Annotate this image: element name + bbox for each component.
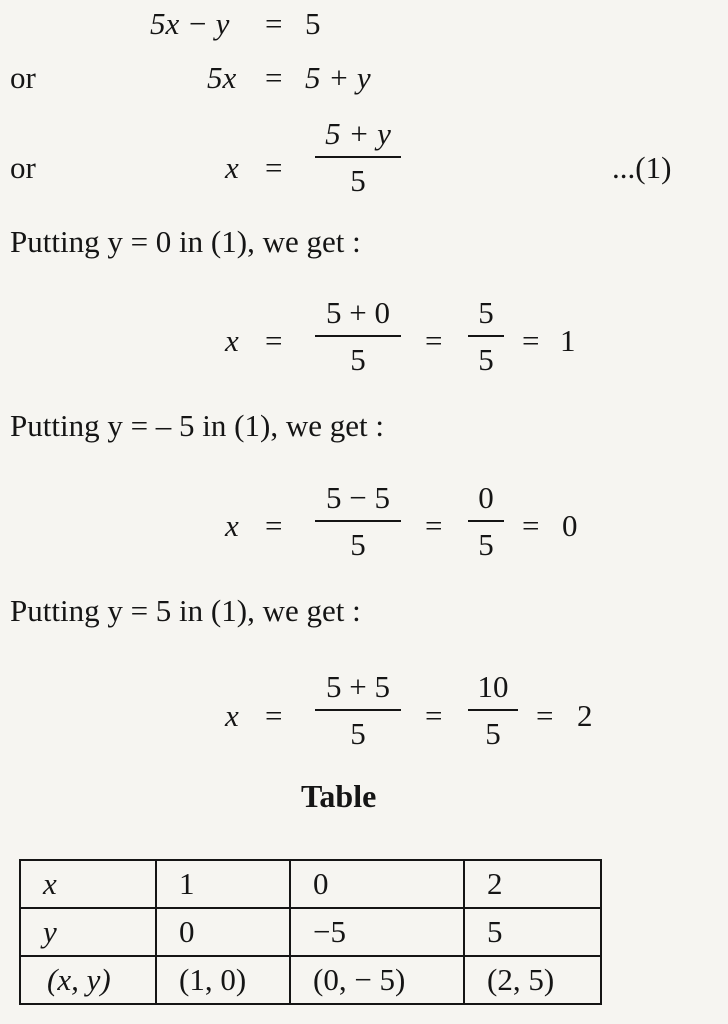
res2-equals-2: =: [425, 508, 443, 543]
eq2-rhs: 5 + y: [305, 60, 371, 95]
eq3-numerator: 5 + y: [325, 116, 391, 151]
res3-denominator-2: 5: [485, 716, 501, 751]
res1-lhs: x: [225, 323, 239, 358]
res3-numerator-1: 5 + 5: [326, 669, 390, 704]
res1-numerator-1: 5 + 0: [326, 295, 390, 330]
fraction-bar: [315, 335, 401, 337]
table-heading: Table: [301, 778, 377, 814]
res2-equals: =: [265, 508, 283, 543]
res2-denominator-1: 5: [350, 527, 366, 562]
res3-fraction-2: [468, 671, 518, 749]
eq1-equals: =: [265, 6, 283, 41]
res3-fraction-1: [315, 671, 401, 749]
table-cell: 0: [156, 908, 290, 956]
res3-lhs: x: [225, 698, 239, 733]
fraction-bar: [315, 709, 401, 711]
res3-equals-2: =: [425, 698, 443, 733]
res3-denominator-1: 5: [350, 716, 366, 751]
table-cell: (0, − 5): [290, 956, 464, 1004]
eq3-tag: ...(1): [612, 150, 672, 185]
eq3-or: or: [10, 150, 36, 185]
res2-fraction-1: [315, 482, 401, 560]
res2-lhs: x: [225, 508, 239, 543]
fraction-bar: [468, 520, 504, 522]
res1-equals-3: =: [522, 323, 540, 358]
eq3-fraction: [315, 118, 401, 196]
eq3-lhs: x: [225, 150, 239, 185]
res2-fraction-2: [468, 482, 504, 560]
res3-result: 2: [577, 698, 593, 733]
table-cell: (1, 0): [156, 956, 290, 1004]
xy-table: [19, 859, 602, 1005]
fraction-bar: [315, 520, 401, 522]
res1-fraction-1: [315, 297, 401, 375]
table-row: [20, 956, 601, 1004]
res1-equals: =: [265, 323, 283, 358]
table-cell: (x, y): [20, 956, 156, 1004]
fraction-bar: [468, 709, 518, 711]
table-cell: x: [20, 860, 156, 908]
table-cell: y: [20, 908, 156, 956]
putting-line-2: Putting y = – 5 in (1), we get :: [10, 408, 384, 443]
table-cell: (2, 5): [464, 956, 601, 1004]
res1-fraction-2: [468, 297, 504, 375]
eq1-rhs: 5: [305, 6, 321, 41]
eq3-equals: =: [265, 150, 283, 185]
res3-numerator-2: 10: [477, 669, 509, 704]
res1-numerator-2: 5: [478, 295, 494, 330]
eq1-lhs: 5x − y: [150, 6, 230, 41]
table-row: [20, 908, 601, 956]
table-cell: 5: [464, 908, 601, 956]
res3-equals-3: =: [536, 698, 554, 733]
table-cell: 2: [464, 860, 601, 908]
table-cell: 1: [156, 860, 290, 908]
table-cell: 0: [290, 860, 464, 908]
fraction-bar: [468, 335, 504, 337]
table-cell: −5: [290, 908, 464, 956]
res2-equals-3: =: [522, 508, 540, 543]
fraction-bar: [315, 156, 401, 158]
eq2-or: or: [10, 60, 36, 95]
res2-numerator-2: 0: [478, 480, 494, 515]
res2-result: 0: [562, 508, 578, 543]
putting-line-1: Putting y = 0 in (1), we get :: [10, 224, 361, 259]
eq3-denominator: 5: [350, 163, 366, 198]
eq2-equals: =: [265, 60, 283, 95]
table-row: [20, 860, 601, 908]
res1-equals-2: =: [425, 323, 443, 358]
res1-denominator-1: 5: [350, 342, 366, 377]
res3-equals: =: [265, 698, 283, 733]
res1-denominator-2: 5: [478, 342, 494, 377]
res2-denominator-2: 5: [478, 527, 494, 562]
res2-numerator-1: 5 − 5: [326, 480, 390, 515]
res1-result: 1: [560, 323, 576, 358]
putting-line-3: Putting y = 5 in (1), we get :: [10, 593, 361, 628]
eq2-lhs: 5x: [207, 60, 237, 95]
